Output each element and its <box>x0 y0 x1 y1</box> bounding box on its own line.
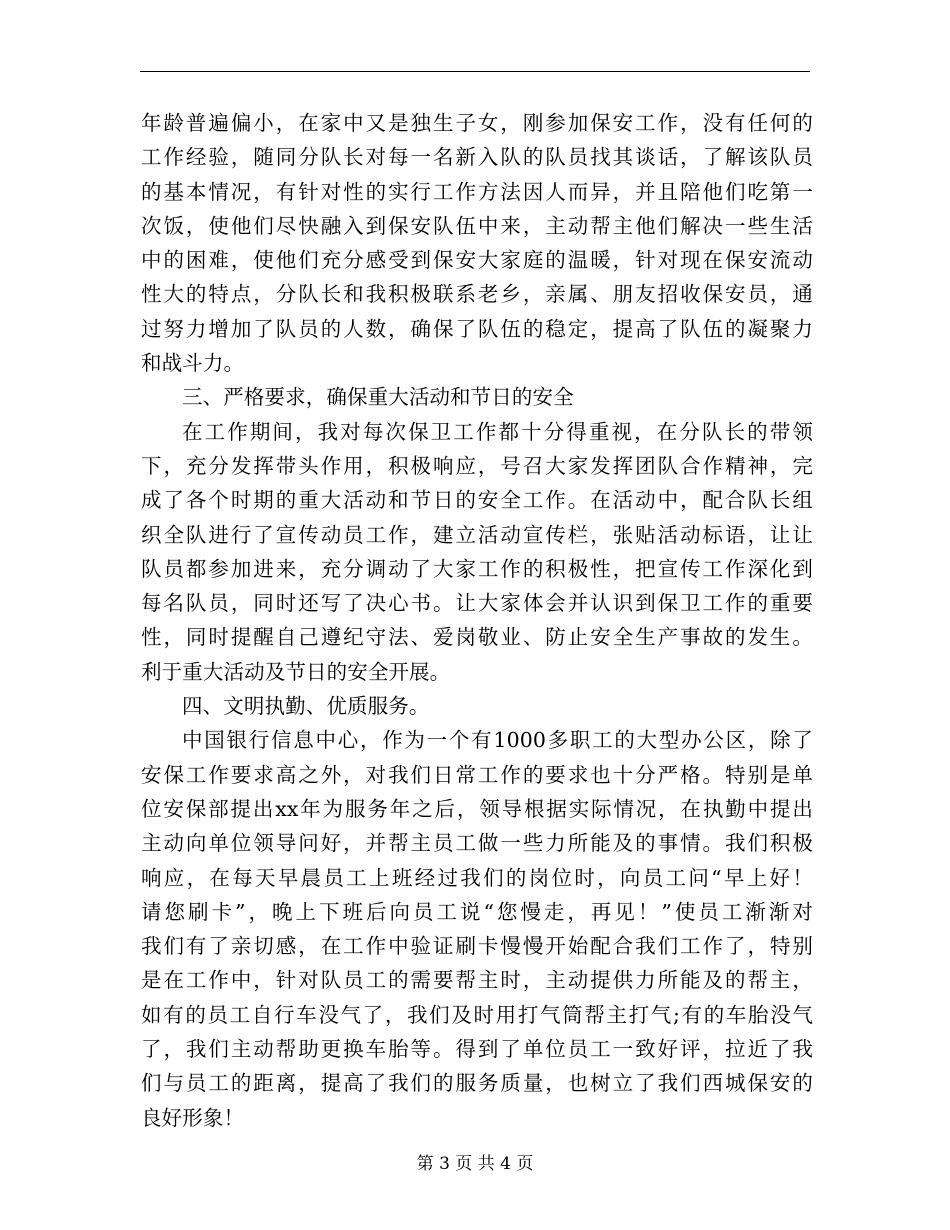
text-line: 请您刷卡”，晚上下班后向员工说“您慢走，再见！”使员工渐渐对 <box>141 899 813 924</box>
text-line: 我们有了亲切感，在工作中验证刷卡慢慢开始配合我们工作了，特别 <box>141 934 813 959</box>
text-line: 织全队进行了宣传动员工作，建立活动宣传栏，张贴活动标语，让让 <box>141 522 813 547</box>
text-line: 了，我们主动帮助更换车胎等。得到了单位员工一致好评，拉近了我 <box>141 1037 813 1062</box>
text-line: 们与员工的距离，提高了我们的服务质量，也树立了我们西城保安的 <box>141 1071 813 1096</box>
text-line: 利于重大活动及节日的安全开展。 <box>141 659 451 684</box>
text-line: 三、严格要求，确保重大活动和节日的安全 <box>182 385 574 410</box>
text-line: 良好形象！ <box>141 1105 245 1130</box>
text-line: 安保工作要求高之外，对我们日常工作的要求也十分严格。特别是单 <box>141 762 813 787</box>
text-line: 的基本情况，有针对性的实行工作方法因人而异，并且陪他们吃第一 <box>141 179 813 204</box>
page-footer: 第 3 页 共 4 页 <box>416 1154 534 1174</box>
text-line: 中的困难，使他们充分感受到保安大家庭的温暖，针对现在保安流动 <box>141 248 813 273</box>
text-line: 四、文明执勤、优质服务。 <box>182 694 430 719</box>
text-line: 性，同时提醒自己遵纪守法、爱岗敬业、防止安全生产事故的发生。 <box>141 625 813 650</box>
text-line: 在工作期间，我对每次保卫工作都十分得重视，在分队长的带领 <box>182 419 813 444</box>
text-line: 过努力增加了队员的人数，确保了队伍的稳定，提高了队伍的凝聚力 <box>141 316 813 341</box>
text-line: 如有的员工自行车没气了，我们及时用打气筒帮主打气;有的车胎没气 <box>141 1002 813 1027</box>
text-line: 次饭，使他们尽快融入到保安队伍中来，主动帮主他们解决一些生活 <box>141 213 813 238</box>
text-line: 是在工作中，针对队员工的需要帮主时，主动提供力所能及的帮主， <box>141 968 813 993</box>
text-line: 响应，在每天早晨员工上班经过我们的岗位时，向员工问“早上好！ <box>141 865 813 890</box>
text-line: 年龄普遍偏小，在家中又是独生子女，刚参加保安工作，没有任何的 <box>141 111 813 135</box>
text-line: 成了各个时期的重大活动和节日的安全工作。在活动中，配合队长组 <box>141 488 813 513</box>
text-line: 工作经验，随同分队长对每一名新入队的队员找其谈话，了解该队员 <box>141 145 813 170</box>
text-line: 中国银行信息中心，作为一个有1000多职工的大型办公区，除了 <box>182 728 813 753</box>
header-rule <box>140 71 810 72</box>
text-line: 下，充分发挥带头作用，积极响应，号召大家发挥团队合作精神，完 <box>141 453 813 478</box>
text-line: 每名队员，同时还写了决心书。让大家体会并认识到保卫工作的重要 <box>141 591 813 616</box>
text-line: 主动向单位领导问好，并帮主员工做一些力所能及的事情。我们积极 <box>141 831 813 856</box>
body-text <box>141 106 813 1135</box>
text-line: 队员都参加进来，充分调动了大家工作的积极性，把宣传工作深化到 <box>141 556 813 581</box>
text-line: 和战斗力。 <box>141 351 245 376</box>
text-line: 性大的特点，分队长和我积极联系老乡，亲属、朋友招收保安员，通 <box>141 282 813 307</box>
text-line: 位安保部提出xx年为服务年之后，领导根据实际情况，在执勤中提出 <box>141 796 813 821</box>
